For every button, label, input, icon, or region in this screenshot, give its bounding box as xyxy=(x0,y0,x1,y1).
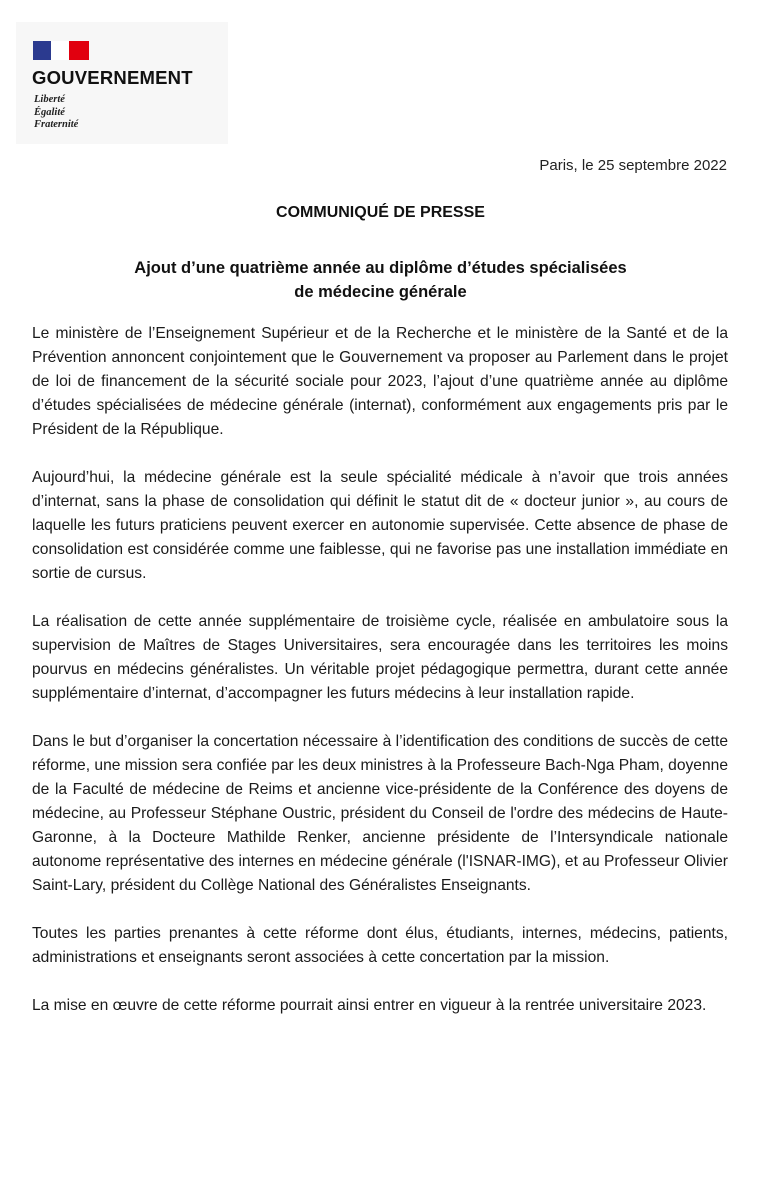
paragraph-stakeholders: Toutes les parties prenantes à cette réforme dont élus, étudiants, internes, médecins, patients, administrations et enseignants seront associées à cette concertation par la mission. xyxy=(32,925,728,966)
paragraph-context: Aujourd’hui, la médecine générale est la seule spécialité médicale à n’avoir que trois années d’internat, sans la phase de consolidation qui définit le statut dit de « docteur junior », au cours de laquelle les futurs praticiens peuvent exercer en autonomie supervisée. Cette absence de phase de consolidation est considérée comme une faiblesse, qui ne favorise pas une installation immédiate en sortie de cursus. xyxy=(32,469,728,582)
motto-liberte: Liberté xyxy=(34,94,65,105)
motto-fraternite: Fraternité xyxy=(34,119,79,130)
republic-motto xyxy=(34,94,78,132)
subject-line-2: de médecine générale xyxy=(294,283,467,301)
paragraph-implementation: La réalisation de cette année supplémentaire de troisième cycle, réalisée en ambulatoire sous la supervision de Maîtres de Stages Universitaires, sera encouragée dans les territoires les moins pourvus en médecins généralistes. Un véritable projet pédagogique permettra, durant cette année supplémentaire d’internat, d’accompagner les futurs médecins à leur installation rapide. xyxy=(32,613,728,702)
flag-red-band xyxy=(69,41,89,60)
date-line: Paris, le 25 septembre 2022 xyxy=(539,157,727,174)
motto-egalite: Égalité xyxy=(34,106,65,118)
paragraph-mission: Dans le but d’organiser la concertation nécessaire à l’identification des conditions de succès de cette réforme, une mission sera confiée par les deux ministres à la Professeure Bach-Nga Pham, doyenne de la Faculté de médecine de Reims et ancienne vice-présidente de la Conférence des doyens de médecine, au Professeur Stéphane Oustric, président du Conseil de l'ordre des médecins de Haute-Garonne, à la Docteure Mathilde Renker, ancienne présidente de l’Intersyndicale nationale autonome représentative des internes en médecine générale (l'ISNAR-IMG), et au Professeur Olivier Saint-Lary, président du Collège National des Généralistes Enseignants. xyxy=(32,733,729,894)
press-release-body xyxy=(32,322,728,1042)
flag-white-band xyxy=(51,41,69,60)
subject-line-1: Ajout d’une quatrième année au diplôme d’études spécialisées xyxy=(134,259,627,277)
marianne-flag-icon xyxy=(33,41,89,60)
flag-blue-band xyxy=(33,41,51,60)
organization-name: GOUVERNEMENT xyxy=(32,67,193,88)
press-release-subject xyxy=(0,256,761,304)
paragraph-announcement: Le ministère de l’Enseignement Supérieur et de la Recherche et le ministère de la Santé et de la Prévention annoncent conjointement que le Gouvernement va proposer au Parlement dans le projet de loi de financement de la sécurité sociale pour 2023, l’ajout d’une quatrième année au diplôme d’études spécialisées de médecine générale (internat), conformément aux engagements pris par le Président de la République. xyxy=(32,325,728,438)
government-logo xyxy=(16,22,228,144)
paragraph-timeline: La mise en œuvre de cette réforme pourrait ainsi entrer en vigueur à la rentrée universitaire 2023. xyxy=(32,997,707,1014)
press-release-label: COMMUNIQUÉ DE PRESSE xyxy=(276,204,485,221)
